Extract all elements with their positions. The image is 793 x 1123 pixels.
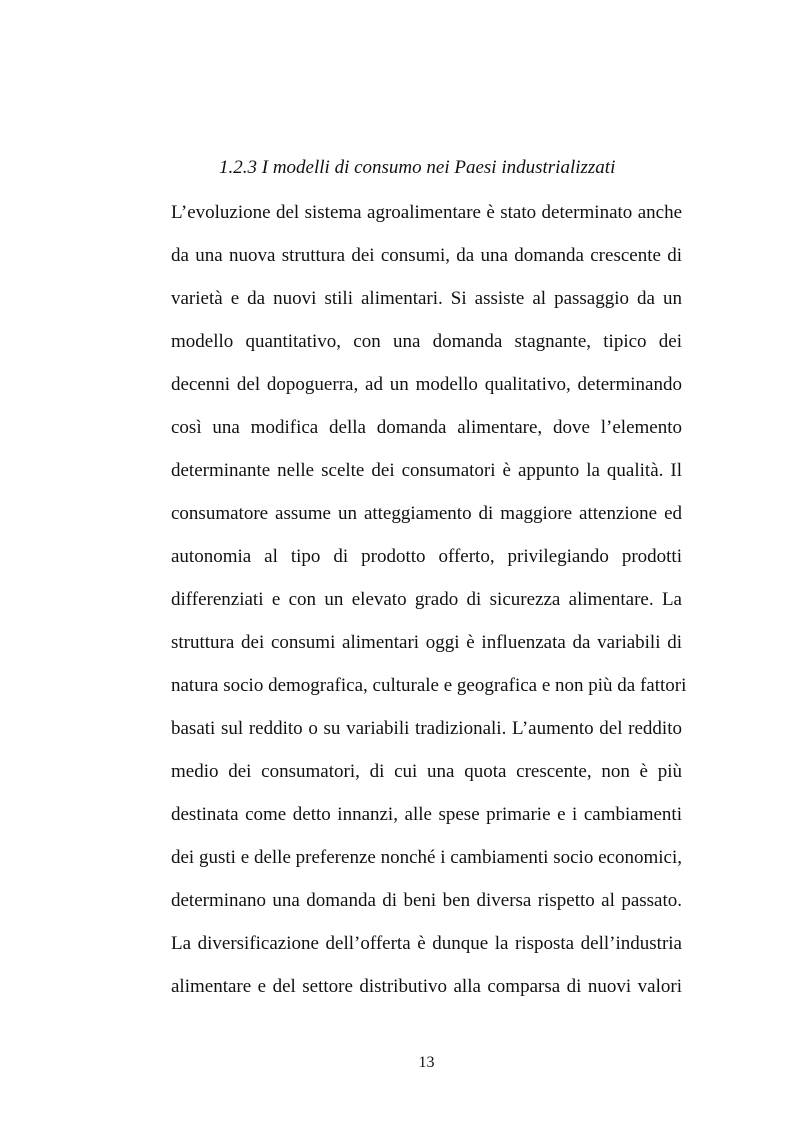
text-line: natura socio demografica, culturale e geografica e non più da fattori — [171, 675, 687, 696]
page-number: 13 — [418, 1054, 435, 1071]
text-line: destinata come detto innanzi, alle spese primarie e i cambiamenti — [171, 804, 682, 825]
text-line: decenni del dopoguerra, ad un modello qualitativo, determinando — [171, 374, 682, 395]
text-line: da una nuova struttura dei consumi, da una domanda crescente di — [171, 245, 682, 266]
text-line: consumatore assume un atteggiamento di maggiore attenzione ed — [171, 503, 682, 524]
text-line: determinante nelle scelte dei consumatori è appunto la qualità. Il — [171, 460, 682, 481]
body-paragraph — [171, 198, 687, 1015]
section-heading: 1.2.3 I modelli di consumo nei Paesi industrializzati — [219, 157, 616, 178]
text-line: così una modifica della domanda alimentare, dove l’elemento — [171, 417, 682, 438]
text-line: varietà e da nuovi stili alimentari. Si assiste al passaggio da un — [171, 288, 682, 309]
text-line: dei gusti e delle preferenze nonché i cambiamenti socio economici, — [171, 847, 682, 868]
text-line: L’evoluzione del sistema agroalimentare è stato determinato anche — [171, 202, 682, 223]
text-line: basati sul reddito o su variabili tradizionali. L’aumento del reddito — [171, 718, 682, 739]
text-line: alimentare e del settore distributivo alla comparsa di nuovi valori — [171, 976, 682, 997]
text-line: differenziati e con un elevato grado di sicurezza alimentare. La — [171, 589, 682, 610]
text-line: modello quantitativo, con una domanda stagnante, tipico dei — [171, 331, 682, 352]
text-line: La diversificazione dell’offerta è dunque la risposta dell’industria — [171, 933, 682, 954]
text-line: autonomia al tipo di prodotto offerto, privilegiando prodotti — [171, 546, 682, 567]
text-line: determinano una domanda di beni ben diversa rispetto al passato. — [171, 890, 682, 911]
text-line: medio dei consumatori, di cui una quota crescente, non è più — [171, 761, 682, 782]
text-line: struttura dei consumi alimentari oggi è influenzata da variabili di — [171, 632, 682, 653]
